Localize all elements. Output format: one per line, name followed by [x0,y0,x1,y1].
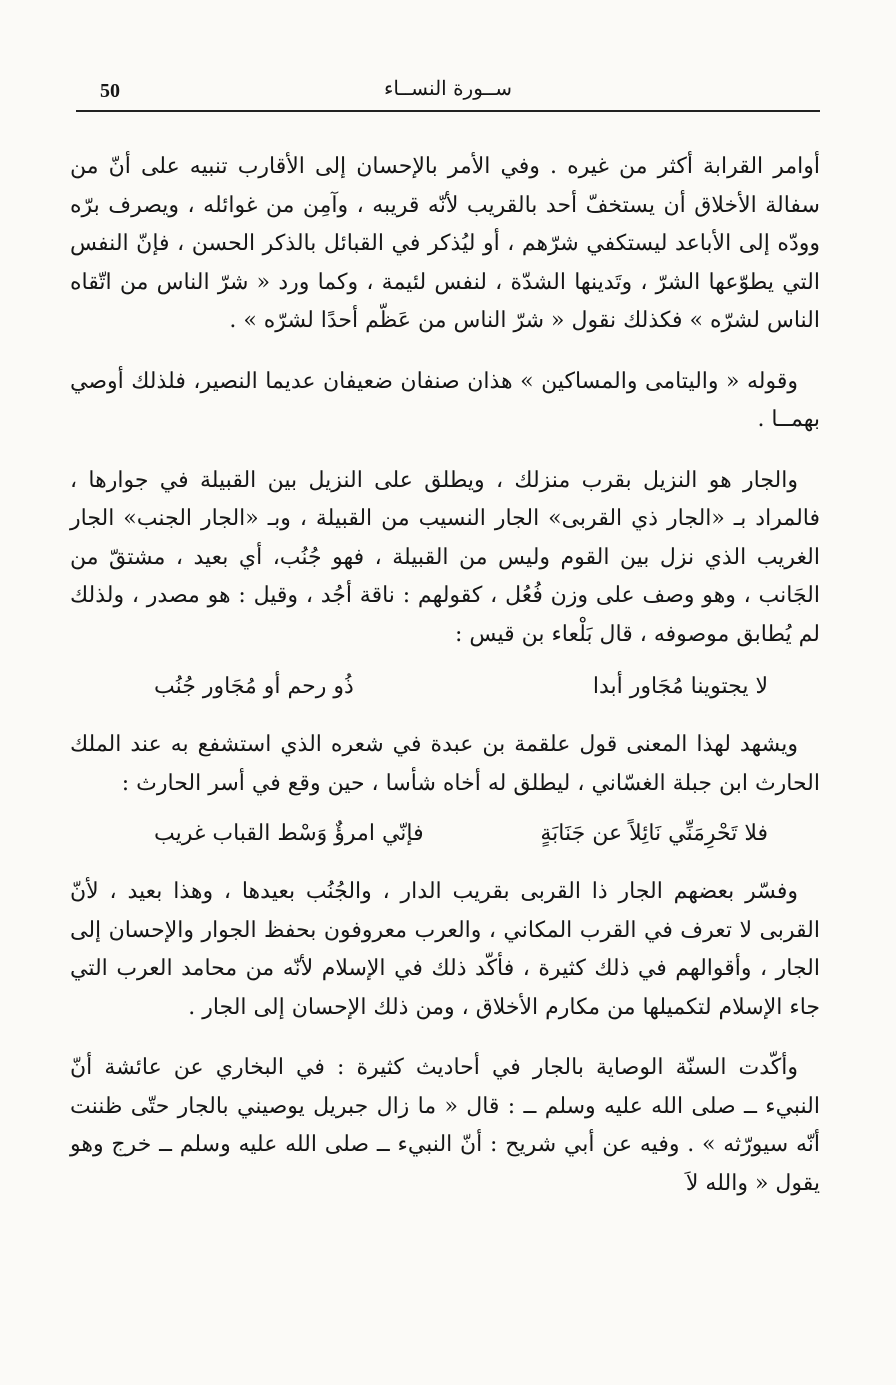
page-header [76,68,820,112]
verse-2-first-hemistich: فلا تَحْرِمَنِّي نَائِلاً عن جَنَابَةٍ [540,821,768,846]
verse-2 [154,815,768,853]
paragraph-5: وفسّر بعضهم الجار ذا القربى بقريب الدار ، والجُنُب بعيدها ، وهذا بعيد ، لأنّ القربى لا تعرف في القرب المكاني ، والعرب معروفون بحفظ الجوار والإحسان إلى الجار ، وأقوالهم في ذلك كثيرة ، فأكّد ذلك في الإسلام لأنّه من محامد العرب التي جاء الإسلام لتكميلها من مكارم الأخلاق ، ومن ذلك الإحسان إلى الجار . [70,879,820,1020]
page-body [70,148,820,1225]
paragraph-3: والجار هو النزيل بقرب منزلك ، ويطلق على النزيل بين القبيلة في جوارها ، فالمراد بـ «الجار ذي القربى» الجار النسيب من القبيلة ، وبـ «الجار الجنب» الجار الغريب الذي نزل بين القوم وليس من القبيلة ، فهو جُنُب، أي بعيد ، مشتقّ من الجَانب ، وهو وصف على وزن فُعُل ، كقولهم : ناقة أجُد ، وقيل : هو مصدر ، ولذلك لم يُطابق موصوفه ، قال بَلْعاء بن قيس : [70,467,820,647]
verse-1-first-hemistich: لا يجتوينا مُجَاور أبدا [592,674,768,699]
paragraph-6: وأكّدت السنّة الوصاية بالجار في أحاديث كثيرة : في البخاري عن عائشة أنّ النبيء ــ صلى الله عليه وسلم ــ : قال « ما زال جبريل يوصيني بالجار حتّى ظننت أنّه سيورّثه » . وفيه عن أبي شريح : أنّ النبيء ــ صلى الله عليه وسلم ــ خرج وهو يقول « والله لاَ [70,1055,820,1196]
verse-1 [154,668,768,706]
verse-1-second-hemistich: ذُو رحم أو مُجَاور جُنُب [154,674,354,699]
page-number: 50 [100,80,120,102]
paragraph-1: أوامر القرابة أكثر من غيره . وفي الأمر بالإحسان إلى الأقارب تنبيه على أنّ من سفالة الأخلاق أن يستخفّ أحد بالقريب لأنّه قريبه ، وآمِن من غوائله ، ويصرف برّه وودّه إلى الأباعد ليستكفي شرّهم ، أو ليُذكر في القبائل بالذكر الحسن ، فإنّ النفس التي يطوّعها الشرّ ، وتَدينها الشدّة ، لنفس لئيمة ، وكما ورد « شرّ الناس من اتّقاه الناس لشرّه » فكذلك نقول « شرّ الناس من عَظّم أحدًا لشرّه » . [70,154,821,333]
running-title: ســورة النســاء [383,76,513,100]
paragraph-4: ويشهد لهذا المعنى قول علقمة بن عبدة في شعره الذي استشفع به عند الملك الحارث ابن جبلة الغسّاني ، ليطلق له أخاه شأسا ، حين وقع في أسر الحارث : [70,732,820,796]
header-rule [76,110,820,112]
verse-2-second-hemistich: فإنّي امرؤٌ وَسْط القباب غريب [154,821,424,846]
paragraph-2: وقوله « واليتامى والمساكين » هذان صنفان ضعيفان عديما النصير، فلذلك أوصي بهمــا . [70,368,820,432]
